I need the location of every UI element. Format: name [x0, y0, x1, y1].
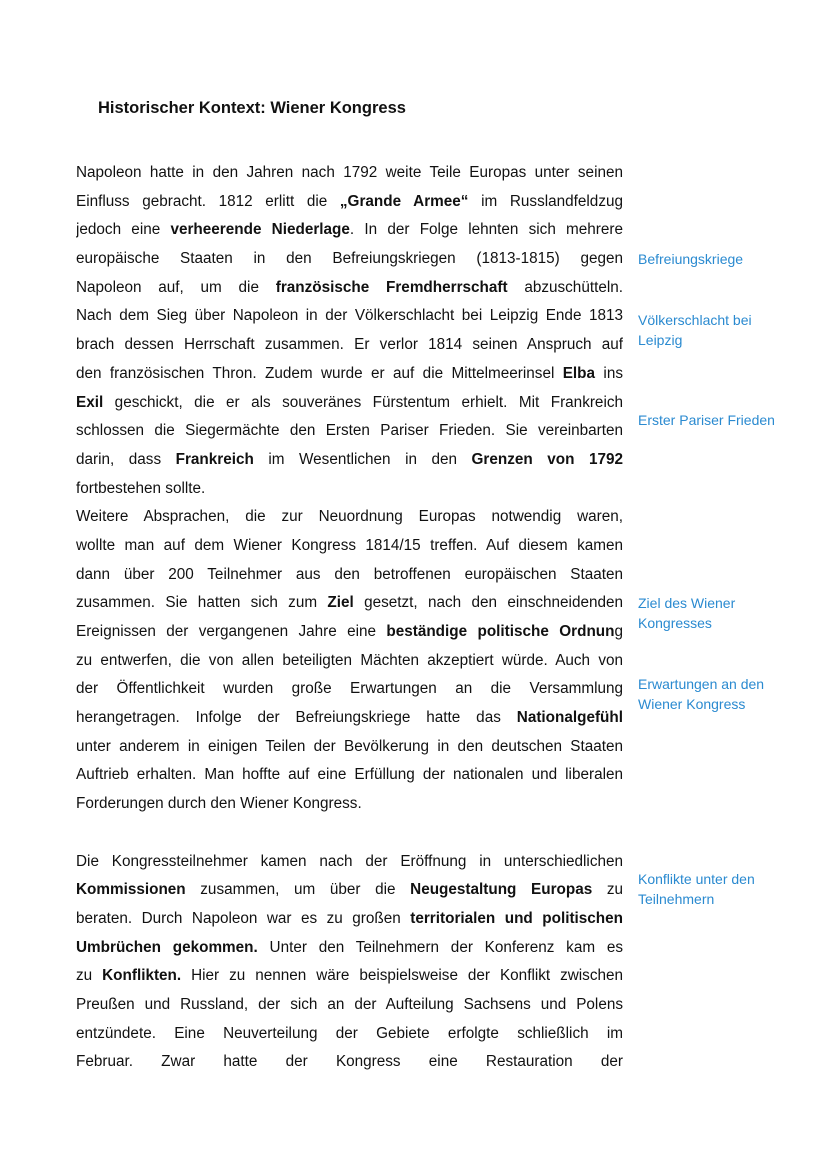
text-segment: Februar. Zwar hatte der Kongress eine Restauration der — [76, 1053, 623, 1071]
text-segment: darin, dass — [76, 450, 176, 468]
text-line — [76, 360, 623, 389]
text-segment: im Russlandfeldzug — [468, 192, 623, 210]
text-line — [76, 876, 623, 905]
bold-text: Frankreich — [175, 450, 254, 468]
text-segment: entzündete. Eine Neuverteilung der Gebiete erfolgte schließlich im — [76, 1024, 623, 1042]
text-segment: Napoleon auf, um die — [76, 278, 276, 296]
paragraph-spacer — [76, 819, 623, 848]
text-line — [76, 733, 623, 762]
text-line — [76, 417, 623, 446]
margin-note: Erwartungen an den Wiener Kongress — [638, 676, 765, 712]
margin-note: Völkerschlacht bei Leipzig — [638, 312, 752, 348]
bold-text: Neugestaltung Europas — [410, 881, 593, 899]
text-segment: Nach dem Sieg über Napoleon in der Völkerschlacht bei Leipzig Ende 1813 — [76, 307, 623, 325]
text-segment: beraten. Durch Napoleon war es zu großen — [76, 909, 411, 927]
text-line — [76, 704, 623, 733]
text-segment: unter anderem in einigen Teilen der Bevölkerung in den deutschen Staaten — [76, 737, 623, 755]
text-line — [76, 848, 623, 877]
text-line — [76, 589, 623, 618]
text-segment: Napoleon hatte in den Jahren nach 1792 weite Teile Europas unter seinen — [76, 164, 623, 181]
paragraph — [76, 159, 623, 503]
text-segment: schlossen die Siegermächte den Ersten Pariser Frieden. Sie vereinbarten — [76, 422, 623, 440]
text-line — [76, 331, 623, 360]
text-line — [76, 532, 623, 561]
text-segment: Ereignissen der vergangenen Jahre eine — [76, 623, 387, 640]
text-segment: wollte man auf dem Wiener Kongress 1814/15 treffen. Auf diesem kamen — [76, 536, 623, 554]
text-segment: Auftrieb erhalten. Man hoffte auf eine Erfüllung der nationalen und liberalen — [76, 766, 623, 784]
text-segment: Unter den Teilnehmern der Konferenz kam es — [257, 938, 623, 956]
text-segment: zusammen, um über die — [185, 881, 411, 899]
text-segment: Preußen und Russland, der sich an der Aufteilung Sachsens und Polens — [76, 995, 623, 1013]
bold-text: Nationalgefühl — [516, 709, 623, 727]
paragraph — [76, 848, 623, 1078]
text-segment: fortbestehen sollte. — [76, 479, 206, 497]
text-line — [76, 991, 623, 1020]
text-segment: Die Kongressteilnehmer kamen nach der Eröffnung in unterschiedlichen — [76, 852, 623, 870]
text-line — [76, 561, 623, 590]
text-segment: Forderungen durch den Wiener Kongress. — [76, 795, 362, 813]
text-segment: dann über 200 Teilnehmer aus den betroffenen europäischen Staaten — [76, 565, 623, 583]
text-segment: ins — [595, 364, 623, 382]
text-segment: der Öffentlichkeit wurden große Erwartungen an die Versammlung — [76, 680, 623, 698]
text-line — [76, 245, 623, 274]
document-body — [76, 159, 623, 1077]
text-segment: europäische Staaten in den Befreiungskriegen (1813-1815) gegen — [76, 250, 623, 268]
text-segment: zusammen. Sie hatten sich zum — [76, 594, 328, 612]
text-line — [76, 647, 623, 676]
text-segment: gesetzt, nach den einschneidenden — [353, 594, 623, 612]
bold-text: Umbrüchen gekommen. — [76, 938, 258, 956]
text-segment: brach dessen Herrschaft zusammen. Er verlor 1814 seinen Anspruch auf — [76, 336, 623, 354]
text-line — [76, 389, 623, 418]
text-line — [76, 675, 623, 704]
text-line — [76, 962, 623, 991]
bold-text: „Grande Armee“ — [339, 192, 469, 210]
text-line — [76, 159, 623, 188]
text-segment: g — [614, 623, 623, 640]
margin-note: Ziel des Wiener Kongresses — [638, 595, 736, 631]
bold-text: Grenzen von 1792 — [471, 450, 623, 468]
bold-text: territorialen und politischen — [410, 909, 623, 927]
text-line — [76, 274, 623, 303]
margin-note: Konflikte unter den Teilnehmern — [638, 871, 755, 907]
text-segment: jedoch eine — [76, 221, 171, 239]
text-segment: zu entwerfen, die von allen beteiligten Mächten akzeptiert würde. Auch von — [76, 651, 623, 669]
margin-note: Erster Pariser Frieden — [638, 412, 775, 428]
text-line — [76, 934, 623, 963]
text-segment: Einfluss gebracht. 1812 erlitt die — [76, 192, 340, 210]
text-line — [76, 475, 623, 504]
bold-text: Konflikten. — [102, 967, 182, 985]
text-line — [76, 216, 623, 245]
text-line — [76, 1048, 623, 1077]
text-segment: Hier zu nennen wäre beispielsweise der Konflikt zwischen — [181, 967, 623, 985]
bold-text: Elba — [562, 364, 596, 382]
margin-note: Befreiungskriege — [638, 251, 744, 267]
text-segment: den französischen Thron. Zudem wurde er auf die Mittelmeerinsel — [76, 364, 563, 382]
text-line — [76, 761, 623, 790]
text-segment: herangetragen. Infolge der Befreiungskriege hatte das — [76, 709, 517, 727]
bold-text: Ziel — [327, 594, 354, 612]
text-segment: zu — [76, 967, 103, 985]
bold-text: französische Fremdherrschaft — [275, 278, 508, 296]
document-title: Historischer Kontext: Wiener Kongress — [98, 99, 406, 117]
bold-text: verheerende Niederlage — [170, 221, 350, 239]
text-line — [76, 503, 623, 532]
text-segment: zu — [592, 881, 623, 899]
text-line — [76, 905, 623, 934]
bold-text: Exil — [76, 393, 104, 411]
text-line — [76, 302, 623, 331]
text-line — [76, 188, 623, 217]
text-line — [76, 618, 623, 647]
text-segment: im Wesentlichen in den — [253, 450, 472, 468]
paragraph — [76, 503, 623, 819]
text-segment: Weitere Absprachen, die zur Neuordnung Europas notwendig waren, — [76, 508, 623, 526]
text-line — [76, 446, 623, 475]
text-line — [76, 790, 623, 819]
text-segment: abzuschütteln. — [507, 278, 623, 296]
bold-text: Kommissionen — [76, 881, 186, 899]
bold-text: beständige politische Ordnun — [386, 623, 615, 640]
text-segment: . In der Folge lehnten sich mehrere — [349, 221, 623, 239]
text-line — [76, 1020, 623, 1049]
text-segment: geschickt, die er als souveränes Fürstentum erhielt. Mit Frankreich — [103, 393, 623, 411]
